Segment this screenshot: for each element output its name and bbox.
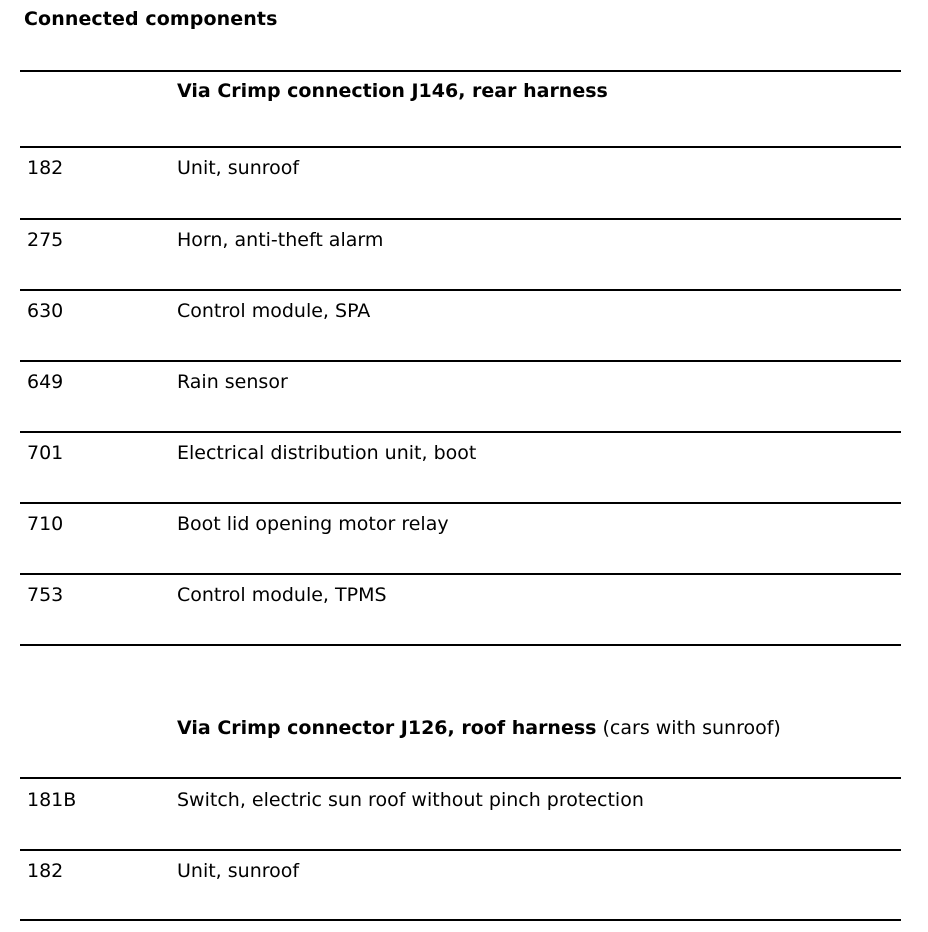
component-code: 275: [27, 229, 64, 251]
table-rule: [20, 218, 901, 220]
component-code: 649: [27, 371, 64, 393]
component-code: 182: [27, 860, 64, 882]
component-description: Unit, sunroof: [177, 860, 300, 882]
component-description: Unit, sunroof: [177, 157, 300, 179]
table-rule: [20, 573, 901, 575]
component-description: Rain sensor: [177, 371, 288, 393]
table-rule: [20, 431, 901, 433]
table-rule: [20, 146, 901, 148]
component-description: Horn, anti-theft alarm: [177, 229, 384, 251]
component-code: 710: [27, 513, 64, 535]
table-rule: [20, 919, 901, 921]
section-heading-note: (cars with sunroof): [602, 717, 781, 739]
component-description: Boot lid opening motor relay: [177, 513, 449, 535]
table-rule: [20, 777, 901, 779]
table-rule: [20, 70, 901, 72]
table-rule: [20, 849, 901, 851]
component-code: 181B: [27, 789, 77, 811]
section-heading-title: Via Crimp connection J146, rear harness: [177, 80, 608, 102]
section-heading: [177, 717, 781, 739]
component-code: 182: [27, 157, 64, 179]
table-rule: [20, 360, 901, 362]
table-rule: [20, 644, 901, 646]
section-heading-title: Via Crimp connector J126, roof harness: [177, 717, 597, 739]
component-description: Electrical distribution unit, boot: [177, 442, 477, 464]
component-code: 701: [27, 442, 64, 464]
component-description: Control module, TPMS: [177, 584, 387, 606]
component-description: Switch, electric sun roof without pinch protection: [177, 789, 644, 811]
table-rule: [20, 289, 901, 291]
component-code: 630: [27, 300, 64, 322]
table-rule: [20, 502, 901, 504]
section-heading: [177, 80, 608, 102]
component-description: Control module, SPA: [177, 300, 371, 322]
component-code: 753: [27, 584, 64, 606]
page-title: Connected components: [24, 8, 278, 30]
